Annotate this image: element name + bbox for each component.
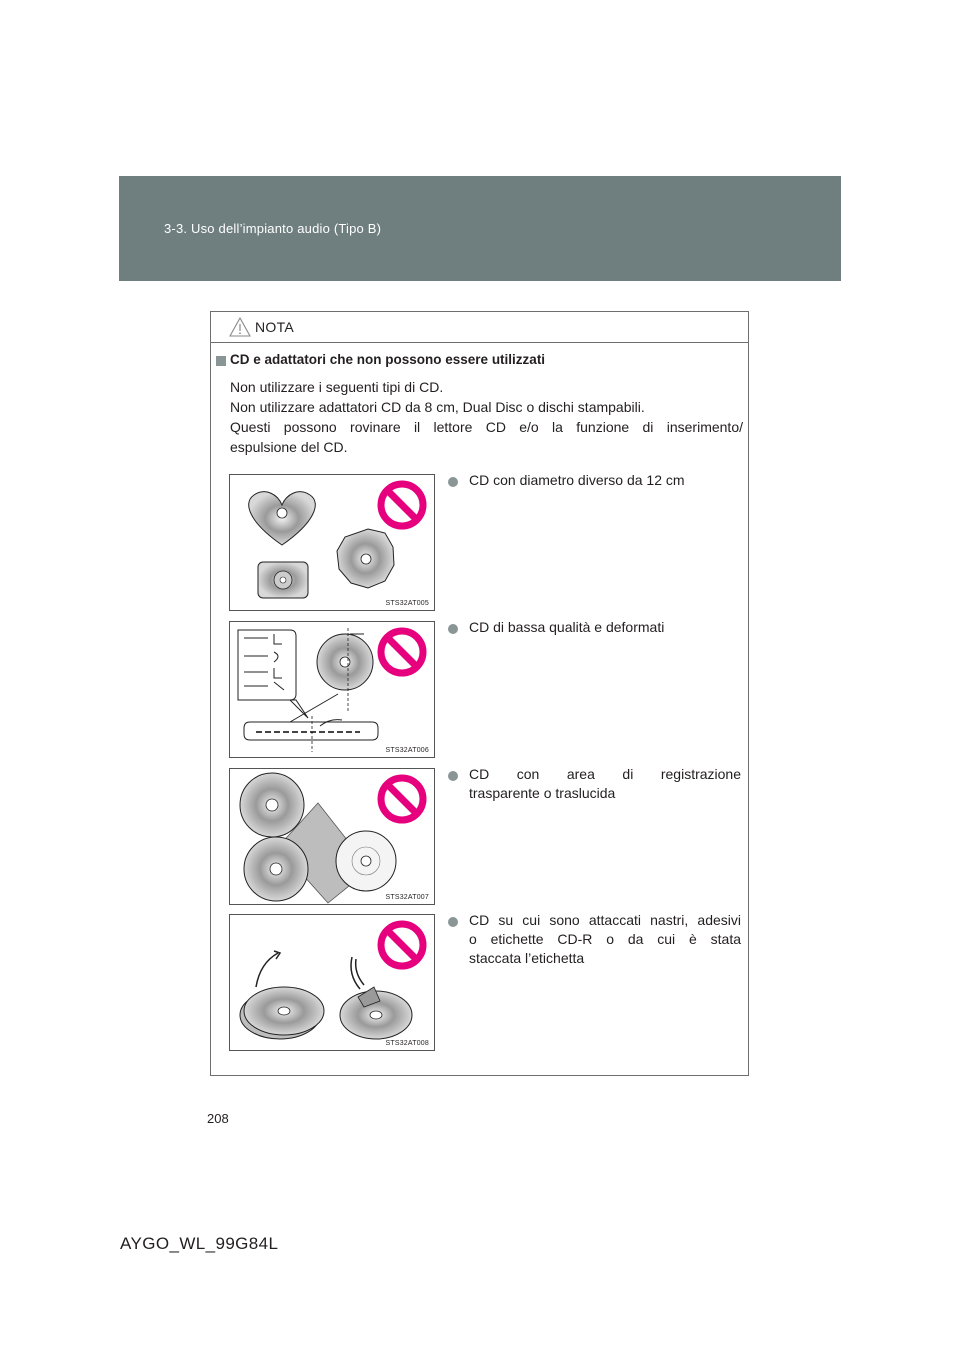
round-bullet-icon: [448, 917, 458, 927]
intro-line: Questi possono rovinare il lettore CD e/o la funzione di inserimento/: [230, 419, 743, 435]
warning-triangle-icon: [229, 317, 251, 337]
section-title: 3-3. Uso dell’impianto audio (Tipo B): [164, 221, 382, 236]
item-line: o etichette CD-R o da cui è stata: [469, 931, 741, 947]
odd-shaped-cds-illustration: [230, 475, 434, 610]
transparent-cds-illustration: [230, 769, 434, 904]
figure-odd-shaped-cds: [229, 474, 435, 611]
item-line: CD di bassa qualità e deformati: [469, 619, 665, 635]
deformed-cds-illustration: [230, 622, 434, 757]
figure-code: STS32AT007: [385, 894, 429, 901]
item-line: CD con diametro diverso da 12 cm: [469, 472, 685, 488]
notice-header: [211, 312, 748, 343]
intro-line: espulsione del CD.: [230, 439, 348, 455]
notice-subheading: CD e adattatori che non possono essere utilizzati: [230, 352, 546, 367]
item-line: CD su cui sono attaccati nastri, adesivi: [469, 912, 741, 928]
square-bullet-icon: [216, 356, 226, 366]
item-text: [469, 765, 741, 803]
item-line: staccata l’etichetta: [469, 950, 585, 966]
figure-code: STS32AT006: [385, 747, 429, 754]
item-line: CD con area di registrazione: [469, 766, 741, 782]
notice-box: [210, 311, 749, 1076]
item-line: trasparente o traslucida: [469, 785, 616, 801]
figure-deformed-cds: [229, 621, 435, 758]
figure-transparent-cds: [229, 768, 435, 905]
item-text: [469, 618, 741, 637]
round-bullet-icon: [448, 477, 458, 487]
figure-code: STS32AT005: [385, 600, 429, 607]
figure-labeled-cds: [229, 914, 435, 1051]
round-bullet-icon: [448, 624, 458, 634]
item-text: [469, 911, 741, 968]
intro-line: Non utilizzare i seguenti tipi di CD.: [230, 379, 444, 395]
intro-line: Non utilizzare adattatori CD da 8 cm, Dual Disc o dischi stampabili.: [230, 399, 645, 415]
page-number: 208: [207, 1111, 229, 1126]
item-text: [469, 471, 741, 490]
notice-title: NOTA: [255, 319, 295, 335]
document-code: AYGO_WL_99G84L: [120, 1234, 279, 1253]
round-bullet-icon: [448, 771, 458, 781]
labeled-cds-illustration: [230, 915, 434, 1050]
figure-code: STS32AT008: [385, 1040, 429, 1047]
